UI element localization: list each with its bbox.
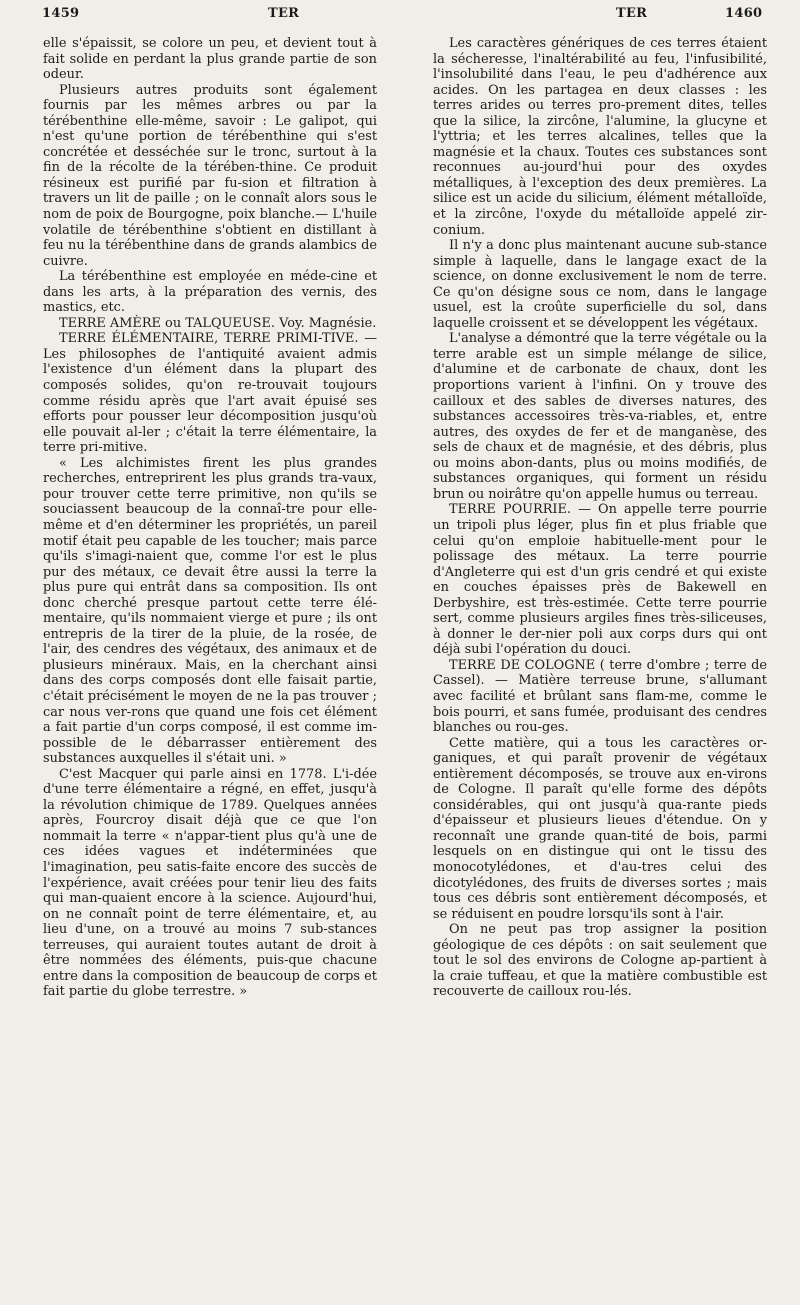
paragraph: elle s'épaissit, se colore un peu, et devient tout à fait solide en perdant la plus grande partie de son odeur. [43, 36, 377, 83]
right-column [433, 36, 767, 1000]
dictionary-entry: TERRE ÉLÉMENTAIRE, TERRE PRIMI-TIVE. — Les philosophes de l'antiquité avaient admis l'existence d'un élément dans la plupart des composés solides, qu'on re-trouvait toujours comme résidu après que l'art avait épuisé ses efforts pour pousser leur décomposition jusqu'où elle pouvait al-ler ; c'était la terre élémentaire, la terre pri-mitive. [43, 331, 377, 456]
paragraph: Plusieurs autres produits sont également fournis par les mêmes arbres ou par la térébenthine elle-même, savoir : Le galipot, qui n'est qu'une portion de térébenthine qui s'est concrétée et desséchée sur le tronc, surtout à la fin de la récolte de la térében-thine. Ce produit résineux est purifié par fu-sion et filtration à travers un lit de paille ; on le connaît alors sous le nom de poix de Bourgogne, poix blanche.— L'huile volatile de térébenthine s'obtient en distillant à feu nu la térébenthine dans de grands alambics de cuivre. [43, 82, 377, 269]
paragraph: Cette matière, qui a tous les caractères or-ganiques, et qui paraît provenir de végétaux entièrement décomposés, se trouve aux en-virons de Cologne. Il paraît qu'elle forme des dépôts considérables, qui ont jusqu'à qua-rante pieds d'épaisseur et plusieurs lieues d'étendue. On y reconnaît une grande quan-tité de bois, parmi lesquels on en distingue qui ont le tissu des monocotylédones, et d'au-tres celui des dicotylédones, des fruits de diverses sortes ; mais tous ces débris sont entièrement décomposés, et se réduisent en poudre lorsqu'ils sont à l'air. [433, 735, 767, 922]
page-number-right: 1460 [725, 6, 763, 21]
paragraph: La térébenthine est employée en méde-cine et dans les arts, à la préparation des vernis, des mastics, etc. [43, 269, 377, 316]
paragraph: L'analyse a démontré que la terre végétale ou la terre arable est un simple mélange de silice, d'alumine et de carbonate de chaux, dont les proportions varient à l'infini. On y trouve des cailloux et des sables de diverses natures, des substances accessoires très-va-riables, et, entre autres, des oxydes de fer et de manganèse, des sels de chaux et de magnésie, et des débris, plus ou moins abon-dants, plus ou moins modifiés, de substances organiques, qui forment un résidu brun ou noirâtre qu'on appelle humus ou terreau. [433, 331, 767, 502]
dictionary-entry: TERRE POURRIE. — On appelle terre pourrie un tripoli plus léger, plus fin et plus friable que celui qu'on emploie habituelle-ment pour le polissage des métaux. La terre pourrie d'Angleterre qui est d'un gris cendré et qui existe en couches épaisses près de Bakewell en Derbyshire, est très-estimée. Cette terre pourrie sert, comme plusieurs argiles fines très-siliceuses, à donner le der-nier poli aux corps durs qui ont déjà subi l'opération du douci. [433, 502, 767, 658]
dictionary-entry: TERRE DE COLOGNE ( terre d'ombre ; terre de Cassel). — Matière terreuse brune, s'allumant avec facilité et brûlant sans flam-me, comme le bois pourri, et sans fumée, produisant des cendres blanches ou rou-ges. [433, 657, 767, 736]
dictionary-entry: TERRE AMÈRE ou TALQUEUSE. Voy. Magnésie. [59, 315, 377, 331]
left-column [43, 36, 377, 1000]
paragraph: « Les alchimistes firent les plus grandes recherches, entreprirent les plus grands tra-vaux, pour trouver cette terre primitive, non qu'ils se souciassent beaucoup de la connaî-tre pour elle-même et d'en déterminer les propriétés, un pareil motif était peu capable de les toucher; mais parce qu'ils s'imagi-naient que, comme l'or est le plus pur des métaux, ce devait être aussi la terre la plus pure qui entrât dans sa composition. Ils ont donc cherché presque partout cette terre élé-mentaire, qu'ils nommaient vierge et pure ; ils ont entrepris de la tirer de la pluie, de la rosée, de l'air, des cendres des végétaux, des animaux et de plusieurs minéraux. Mais, en la cherchant ainsi dans des corps composés dont elle faisait partie, c'était précisément le moyen de ne la pas trouver ; car nous ver-rons que quand une fois cet élément a fait partie d'un corps composé, il est comme im-possible de le débarrasser entièrement des substances auxquelles il s'était uni. » [43, 455, 377, 767]
running-head-right: TER [616, 6, 648, 21]
paragraph: C'est Macquer qui parle ainsi en 1778. L'i-dée d'une terre élémentaire a régné, en effet, jusqu'à la révolution chimique de 1789. Quelques années après, Fourcroy disait déjà que ce que l'on nommait la terre « n'appar-tient plus qu'à une de ces idées vagues et indéterminées que l'imagination, peu satis-faite encore des succès de l'expérience, avait créées pour tenir lieu des faits qui man-quaient encore à la science. Aujourd'hui, on ne connaît point de terre élémentaire, et, au lieu d'une, on a trouvé au moins 7 sub-stances terreuses, qui auraient toutes autant de droit à être nommées des éléments, puis-que chacune entre dans la composition de beaucoup de corps et fait partie du globe terrestre. » [43, 766, 377, 1000]
paragraph: On ne peut pas trop assigner la position géologique de ces dépôts : on sait seulement que tout le sol des environs de Cologne ap-partient à la craie tuffeau, et que la matière combustible est recouverte de cailloux rou-lés. [433, 922, 767, 1000]
paragraph: Il n'y a donc plus maintenant aucune sub-stance simple à laquelle, dans le langage exact de la science, on donne exclusivement le nom de terre. Ce qu'on désigne sous ce nom, dans le langage usuel, est la croûte superficielle du sol, dans laquelle croissent et se développent les végétaux. [433, 238, 767, 331]
paragraph: Les caractères génériques de ces terres étaient la sécheresse, l'inaltérabilité au feu, l'infusibilité, l'insolubilité dans l'eau, le peu d'adhérence aux acides. On les partagea en deux classes : les terres arides ou terres pro-prement dites, telles que la silice, la zircône, l'alumine, la glucyne et l'yttria; et les terres alcalines, telles que la magnésie et la chaux. Toutes ces substances sont reconnues au-jourd'hui pour des oxydes métalliques, à l'exception des deux premières. La silice est un acide du silicium, élément métalloïde, et la zircône, l'oxyde du métalloïde appelé zir-conium. [433, 36, 767, 238]
running-header [0, 0, 800, 32]
page-number-left: 1459 [42, 6, 80, 21]
running-head-left: TER [268, 6, 300, 21]
